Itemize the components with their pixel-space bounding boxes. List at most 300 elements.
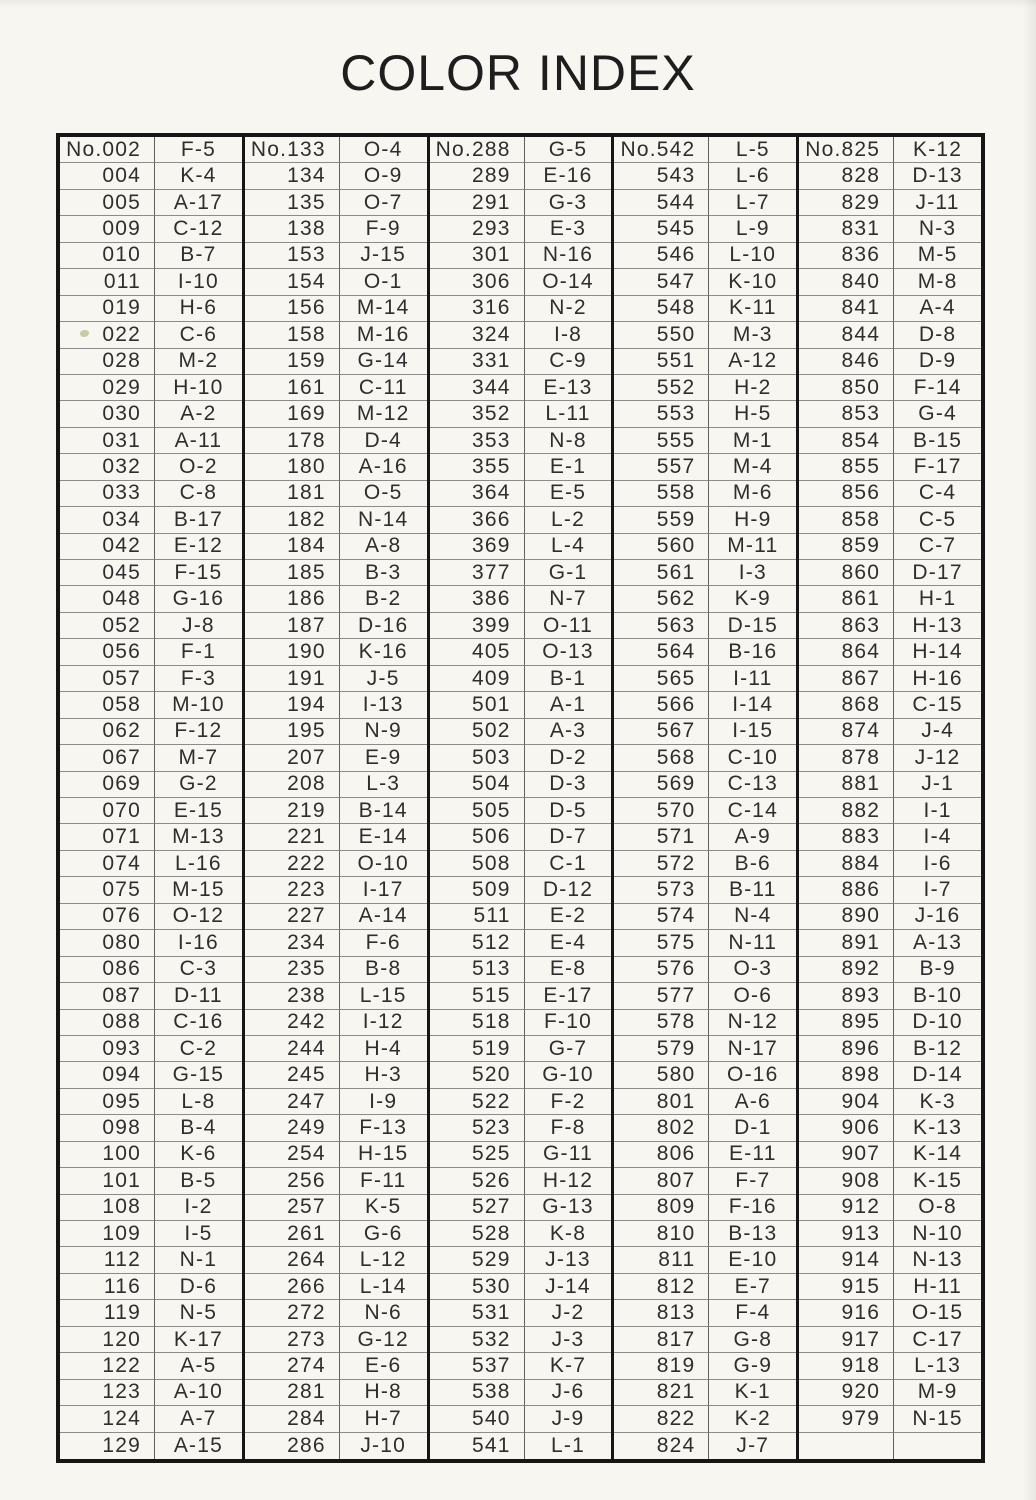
grid-code-cell: L-16: [155, 851, 242, 877]
grid-code-cell: M-8: [894, 269, 981, 295]
grid-code-cell: G-13: [525, 1195, 612, 1221]
grid-code-cell: D-1: [709, 1115, 796, 1141]
grid-code-cell: C-17: [894, 1327, 981, 1353]
color-number-cell: 182: [245, 507, 340, 533]
grid-code-cell: D-16: [340, 613, 427, 639]
color-number-cell: 075: [60, 877, 155, 903]
color-number-cell: 858: [799, 507, 894, 533]
color-number-cell: 864: [799, 639, 894, 665]
color-number-cell: 169: [245, 401, 340, 427]
grid-code-cell: E-12: [155, 534, 242, 560]
color-number-cell: 563: [614, 613, 709, 639]
color-number-cell: 979: [799, 1406, 894, 1432]
grid-code-cell: H-9: [709, 507, 796, 533]
color-number-cell: 917: [799, 1327, 894, 1353]
color-number-cell: 266: [245, 1274, 340, 1300]
grid-code-cell: N-6: [340, 1300, 427, 1326]
color-number-cell: 238: [245, 983, 340, 1009]
color-number-cell: 028: [60, 349, 155, 375]
grid-code-cell: J-3: [525, 1327, 612, 1353]
color-number-cell: 518: [430, 1010, 525, 1036]
color-number-cell: 807: [614, 1168, 709, 1194]
grid-code-cell: L-10: [709, 243, 796, 269]
color-number-cell: 187: [245, 613, 340, 639]
grid-code-cell: C-13: [709, 772, 796, 798]
grid-code-cell: O-8: [894, 1195, 981, 1221]
color-number-cell: 033: [60, 481, 155, 507]
grid-code-cell: N-4: [709, 904, 796, 930]
color-number-cell: 284: [245, 1406, 340, 1432]
color-number-cell: 853: [799, 401, 894, 427]
color-number-cell: 844: [799, 322, 894, 348]
grid-code-cell: L-3: [340, 772, 427, 798]
grid-code-cell: M-7: [155, 745, 242, 771]
color-number-cell: 522: [430, 1089, 525, 1115]
color-number-cell: 195: [245, 719, 340, 745]
color-number-cell: 034: [60, 507, 155, 533]
color-number-cell: 011: [60, 269, 155, 295]
grid-code-cell: A-17: [155, 190, 242, 216]
grid-code-cell: N-9: [340, 719, 427, 745]
grid-code-cell: K-13: [894, 1115, 981, 1141]
grid-code-cell: G-12: [340, 1327, 427, 1353]
color-number-cell: 301: [430, 243, 525, 269]
grid-code-cell: A-11: [155, 428, 242, 454]
grid-code-cell: H-14: [894, 639, 981, 665]
grid-code-cell: I-15: [709, 719, 796, 745]
color-number-cell: 235: [245, 957, 340, 983]
grid-code-cell: G-9: [709, 1353, 796, 1379]
grid-code-cell: J-2: [525, 1300, 612, 1326]
color-number-cell: 547: [614, 269, 709, 295]
grid-code-cell: O-14: [525, 269, 612, 295]
grid-code-cell: N-14: [340, 507, 427, 533]
color-number-cell: 257: [245, 1195, 340, 1221]
grid-code-cell: I-1: [894, 798, 981, 824]
color-number-cell: 094: [60, 1062, 155, 1088]
grid-code-cell: F-13: [340, 1115, 427, 1141]
grid-code-cell: N-5: [155, 1300, 242, 1326]
grid-code-cell: I-13: [340, 692, 427, 718]
color-number-cell: [799, 1433, 894, 1459]
color-number-cell: 159: [245, 349, 340, 375]
color-number-cell: 291: [430, 190, 525, 216]
grid-code-cell: F-7: [709, 1168, 796, 1194]
color-number-cell: 062: [60, 719, 155, 745]
grid-code-cell: F-16: [709, 1195, 796, 1221]
color-number-cell: 042: [60, 534, 155, 560]
grid-code-cell: N-15: [894, 1406, 981, 1432]
grid-code-cell: B-3: [340, 560, 427, 586]
color-number-cell: No.133: [245, 137, 340, 163]
grid-code-cell: C-1: [525, 851, 612, 877]
color-number-cell: 580: [614, 1062, 709, 1088]
grid-code-cell: I-12: [340, 1010, 427, 1036]
grid-code-cell: H-2: [709, 375, 796, 401]
color-number-cell: 286: [245, 1433, 340, 1459]
grid-code-cell: L-12: [340, 1247, 427, 1273]
grid-code-cell: O-12: [155, 904, 242, 930]
color-number-cell: 571: [614, 824, 709, 850]
page-title: COLOR INDEX: [340, 45, 696, 101]
color-number-cell: 801: [614, 1089, 709, 1115]
grid-code-cell: N-8: [525, 428, 612, 454]
grid-code-cell: E-13: [525, 375, 612, 401]
color-number-cell: 158: [245, 322, 340, 348]
color-number-cell: 564: [614, 639, 709, 665]
grid-code-cell: E-9: [340, 745, 427, 771]
grid-code-cell: K-12: [894, 137, 981, 163]
grid-code-cell: D-8: [894, 322, 981, 348]
color-number-cell: 540: [430, 1406, 525, 1432]
color-number-cell: 846: [799, 349, 894, 375]
color-number-cell: 575: [614, 930, 709, 956]
grid-code-cell: O-6: [709, 983, 796, 1009]
color-number-cell: 052: [60, 613, 155, 639]
grid-code-cell: B-15: [894, 428, 981, 454]
color-number-cell: 915: [799, 1274, 894, 1300]
color-number-cell: 178: [245, 428, 340, 454]
color-number-cell: 185: [245, 560, 340, 586]
grid-code-cell: I-7: [894, 877, 981, 903]
grid-code-cell: O-3: [709, 957, 796, 983]
grid-code-cell: F-9: [340, 216, 427, 242]
grid-code-cell: L-14: [340, 1274, 427, 1300]
grid-code-cell: J-12: [894, 745, 981, 771]
color-number-cell: 344: [430, 375, 525, 401]
color-number-cell: 048: [60, 586, 155, 612]
grid-code-cell: E-17: [525, 983, 612, 1009]
grid-code-cell: N-13: [894, 1247, 981, 1273]
grid-code-cell: F-8: [525, 1115, 612, 1141]
grid-code-cell: J-11: [894, 190, 981, 216]
color-number-cell: 353: [430, 428, 525, 454]
color-number-cell: 058: [60, 692, 155, 718]
grid-code-cell: C-11: [340, 375, 427, 401]
grid-code-cell: G-14: [340, 349, 427, 375]
color-number-cell: 874: [799, 719, 894, 745]
grid-code-cell: L-7: [709, 190, 796, 216]
grid-code-cell: H-8: [340, 1380, 427, 1406]
grid-code-cell: B-16: [709, 639, 796, 665]
grid-code-cell: L-13: [894, 1353, 981, 1379]
grid-code-cell: K-15: [894, 1168, 981, 1194]
color-number-cell: 895: [799, 1010, 894, 1036]
grid-code-cell: B-17: [155, 507, 242, 533]
color-number-cell: 405: [430, 639, 525, 665]
color-number-cell: 822: [614, 1406, 709, 1432]
grid-code-cell: N-2: [525, 296, 612, 322]
color-number-cell: 558: [614, 481, 709, 507]
color-number-cell: 908: [799, 1168, 894, 1194]
grid-code-cell: D-11: [155, 983, 242, 1009]
grid-code-cell: D-17: [894, 560, 981, 586]
color-number-cell: 098: [60, 1115, 155, 1141]
color-number-cell: 907: [799, 1142, 894, 1168]
color-number-cell: 032: [60, 454, 155, 480]
color-number-cell: 817: [614, 1327, 709, 1353]
grid-code-cell: M-11: [709, 534, 796, 560]
grid-code-cell: E-4: [525, 930, 612, 956]
color-number-cell: No.288: [430, 137, 525, 163]
grid-code-cell: M-10: [155, 692, 242, 718]
grid-code-cell: K-11: [709, 296, 796, 322]
grid-code-cell: C-4: [894, 481, 981, 507]
color-number-cell: 306: [430, 269, 525, 295]
color-number-cell: 576: [614, 957, 709, 983]
color-number-cell: 859: [799, 534, 894, 560]
color-number-cell: No.542: [614, 137, 709, 163]
grid-code-cell: D-3: [525, 772, 612, 798]
color-number-cell: 553: [614, 401, 709, 427]
grid-code-cell: G-11: [525, 1142, 612, 1168]
grid-code-cell: G-6: [340, 1221, 427, 1247]
grid-code-cell: K-4: [155, 163, 242, 189]
grid-code-cell: H-12: [525, 1168, 612, 1194]
color-number-cell: 881: [799, 772, 894, 798]
grid-code-cell: H-6: [155, 296, 242, 322]
grid-code-cell: N-16: [525, 243, 612, 269]
grid-code-cell: F-4: [709, 1300, 796, 1326]
color-number-cell: 377: [430, 560, 525, 586]
color-number-cell: 057: [60, 666, 155, 692]
color-number-cell: 409: [430, 666, 525, 692]
color-number-cell: 227: [245, 904, 340, 930]
color-number-cell: 836: [799, 243, 894, 269]
grid-code-cell: B-5: [155, 1168, 242, 1194]
color-number-cell: 890: [799, 904, 894, 930]
grid-code-cell: F-2: [525, 1089, 612, 1115]
color-number-cell: 878: [799, 745, 894, 771]
grid-code-cell: D-14: [894, 1062, 981, 1088]
grid-code-cell: O-13: [525, 639, 612, 665]
grid-code-cell: N-3: [894, 216, 981, 242]
color-number-cell: 086: [60, 957, 155, 983]
color-number-cell: 528: [430, 1221, 525, 1247]
color-number-cell: 022: [60, 322, 155, 348]
grid-code-cell: A-10: [155, 1380, 242, 1406]
color-number-cell: 191: [245, 666, 340, 692]
color-number-cell: 254: [245, 1142, 340, 1168]
color-number-cell: 912: [799, 1195, 894, 1221]
color-number-cell: 019: [60, 296, 155, 322]
grid-code-cell: H-4: [340, 1036, 427, 1062]
grid-code-cell: G-1: [525, 560, 612, 586]
color-number-cell: 120: [60, 1327, 155, 1353]
grid-code-cell: N-10: [894, 1221, 981, 1247]
grid-code-cell: C-7: [894, 534, 981, 560]
grid-code-cell: H-3: [340, 1062, 427, 1088]
color-number-cell: 567: [614, 719, 709, 745]
grid-code-cell: G-8: [709, 1327, 796, 1353]
color-number-cell: 831: [799, 216, 894, 242]
table-column-group-4: [611, 137, 796, 1459]
color-number-cell: 242: [245, 1010, 340, 1036]
color-number-cell: 109: [60, 1221, 155, 1247]
grid-code-cell: C-5: [894, 507, 981, 533]
grid-code-cell: B-4: [155, 1115, 242, 1141]
color-number-cell: 087: [60, 983, 155, 1009]
color-number-cell: 868: [799, 692, 894, 718]
color-number-cell: 860: [799, 560, 894, 586]
grid-code-cell: L-15: [340, 983, 427, 1009]
grid-code-cell: M-6: [709, 481, 796, 507]
color-number-cell: 108: [60, 1195, 155, 1221]
color-number-cell: 223: [245, 877, 340, 903]
color-number-cell: 543: [614, 163, 709, 189]
table-column-group-3: [427, 137, 612, 1459]
color-number-cell: 386: [430, 586, 525, 612]
grid-code-cell: [894, 1433, 981, 1459]
color-number-cell: 920: [799, 1380, 894, 1406]
color-number-cell: 331: [430, 349, 525, 375]
grid-code-cell: M-3: [709, 322, 796, 348]
color-number-cell: 399: [430, 613, 525, 639]
color-number-cell: 541: [430, 1433, 525, 1459]
color-number-cell: 574: [614, 904, 709, 930]
grid-code-cell: I-4: [894, 824, 981, 850]
color-number-cell: 840: [799, 269, 894, 295]
color-number-cell: 134: [245, 163, 340, 189]
color-number-cell: 508: [430, 851, 525, 877]
grid-code-cell: L-11: [525, 401, 612, 427]
color-number-cell: 906: [799, 1115, 894, 1141]
grid-code-cell: E-11: [709, 1142, 796, 1168]
grid-code-cell: E-10: [709, 1247, 796, 1273]
grid-code-cell: H-1: [894, 586, 981, 612]
grid-code-cell: B-6: [709, 851, 796, 877]
grid-code-cell: B-1: [525, 666, 612, 692]
color-number-cell: 538: [430, 1380, 525, 1406]
grid-code-cell: D-7: [525, 824, 612, 850]
color-number-cell: 502: [430, 719, 525, 745]
color-number-cell: 555: [614, 428, 709, 454]
color-number-cell: 560: [614, 534, 709, 560]
scan-edge-top: [0, 0, 1036, 8]
grid-code-cell: J-15: [340, 243, 427, 269]
grid-code-cell: A-9: [709, 824, 796, 850]
color-number-cell: 856: [799, 481, 894, 507]
color-number-cell: 076: [60, 904, 155, 930]
grid-code-cell: F-5: [155, 137, 242, 163]
color-number-cell: 364: [430, 481, 525, 507]
grid-code-cell: D-2: [525, 745, 612, 771]
color-number-cell: 030: [60, 401, 155, 427]
grid-code-cell: B-8: [340, 957, 427, 983]
color-number-cell: 828: [799, 163, 894, 189]
color-number-cell: 071: [60, 824, 155, 850]
grid-code-cell: A-5: [155, 1353, 242, 1379]
grid-code-cell: J-10: [360, 1433, 407, 1457]
grid-code-cell: M-2: [155, 349, 242, 375]
grid-code-cell: G-3: [525, 190, 612, 216]
grid-code-cell: O-4: [340, 137, 427, 163]
grid-code-cell: O-5: [340, 481, 427, 507]
grid-code-cell: J-9: [525, 1406, 612, 1432]
color-number-cell: 274: [245, 1353, 340, 1379]
grid-code-cell: D-4: [340, 428, 427, 454]
grid-code-cell: D-5: [525, 798, 612, 824]
grid-code-cell: O-7: [340, 190, 427, 216]
grid-code-cell: B-13: [709, 1221, 796, 1247]
color-number-cell: 913: [799, 1221, 894, 1247]
color-number-cell: 523: [430, 1115, 525, 1141]
grid-code-cell: F-10: [525, 1010, 612, 1036]
color-number-cell: 180: [245, 454, 340, 480]
color-number-cell: 893: [799, 983, 894, 1009]
color-number-cell: 004: [60, 163, 155, 189]
grid-code-cell: I-2: [155, 1195, 242, 1221]
grid-code-cell: E-1: [525, 454, 612, 480]
grid-code-cell: C-12: [155, 216, 242, 242]
color-number-cell: 316: [430, 296, 525, 322]
color-number-cell: 809: [614, 1195, 709, 1221]
color-number-cell: 221: [245, 824, 340, 850]
grid-code-cell: G-7: [525, 1036, 612, 1062]
grid-code-cell: N-1: [155, 1247, 242, 1273]
grid-code-cell: D-13: [894, 163, 981, 189]
color-number-cell: 545: [614, 216, 709, 242]
color-number-cell: 566: [614, 692, 709, 718]
grid-code-cell: F-14: [894, 375, 981, 401]
color-number-cell: 272: [245, 1300, 340, 1326]
grid-code-cell: C-15: [894, 692, 981, 718]
color-number-cell: 896: [799, 1036, 894, 1062]
grid-code-cell: H-16: [894, 666, 981, 692]
color-number-cell: 264: [245, 1247, 340, 1273]
color-number-cell: 138: [245, 216, 340, 242]
color-number-cell: 503: [430, 745, 525, 771]
grid-code-cell: L-8: [155, 1089, 242, 1115]
color-number-cell: 525: [430, 1142, 525, 1168]
grid-code-cell: C-2: [155, 1036, 242, 1062]
grid-code-cell: A-15: [173, 1433, 223, 1457]
color-number-cell: 821: [614, 1380, 709, 1406]
grid-code-cell: J-5: [340, 666, 427, 692]
grid-code-cell: A-1: [525, 692, 612, 718]
color-number-cell: 867: [799, 666, 894, 692]
grid-code-cell: H-13: [894, 613, 981, 639]
grid-code-cell: C-6: [155, 322, 242, 348]
color-number-cell: 247: [245, 1089, 340, 1115]
grid-code-cell: L-9: [709, 216, 796, 242]
grid-code-cell: H-11: [894, 1274, 981, 1300]
color-number-cell: 010: [60, 243, 155, 269]
grid-code-cell: G-10: [525, 1062, 612, 1088]
color-number-cell: 519: [430, 1036, 525, 1062]
grid-code-cell: J-7: [736, 1433, 770, 1457]
color-number-cell: 261: [245, 1221, 340, 1247]
grid-code-cell: M-13: [155, 824, 242, 850]
color-number-cell: 123: [60, 1380, 155, 1406]
grid-code-cell: B-9: [894, 957, 981, 983]
grid-code-cell: D-12: [525, 877, 612, 903]
color-number-cell: 088: [60, 1010, 155, 1036]
grid-code-cell: G-5: [525, 137, 612, 163]
grid-code-cell: F-1: [155, 639, 242, 665]
color-number-cell: 806: [614, 1142, 709, 1168]
grid-code-cell: M-5: [894, 243, 981, 269]
color-number-cell: 219: [245, 798, 340, 824]
color-number-cell: 074: [60, 851, 155, 877]
grid-code-cell: N-7: [525, 586, 612, 612]
grid-code-cell: J-4: [894, 719, 981, 745]
grid-code-cell: F-12: [155, 719, 242, 745]
color-number-cell: 190: [245, 639, 340, 665]
grid-code-cell: O-2: [155, 454, 242, 480]
grid-code-cell: K-16: [340, 639, 427, 665]
color-number-cell: 509: [430, 877, 525, 903]
